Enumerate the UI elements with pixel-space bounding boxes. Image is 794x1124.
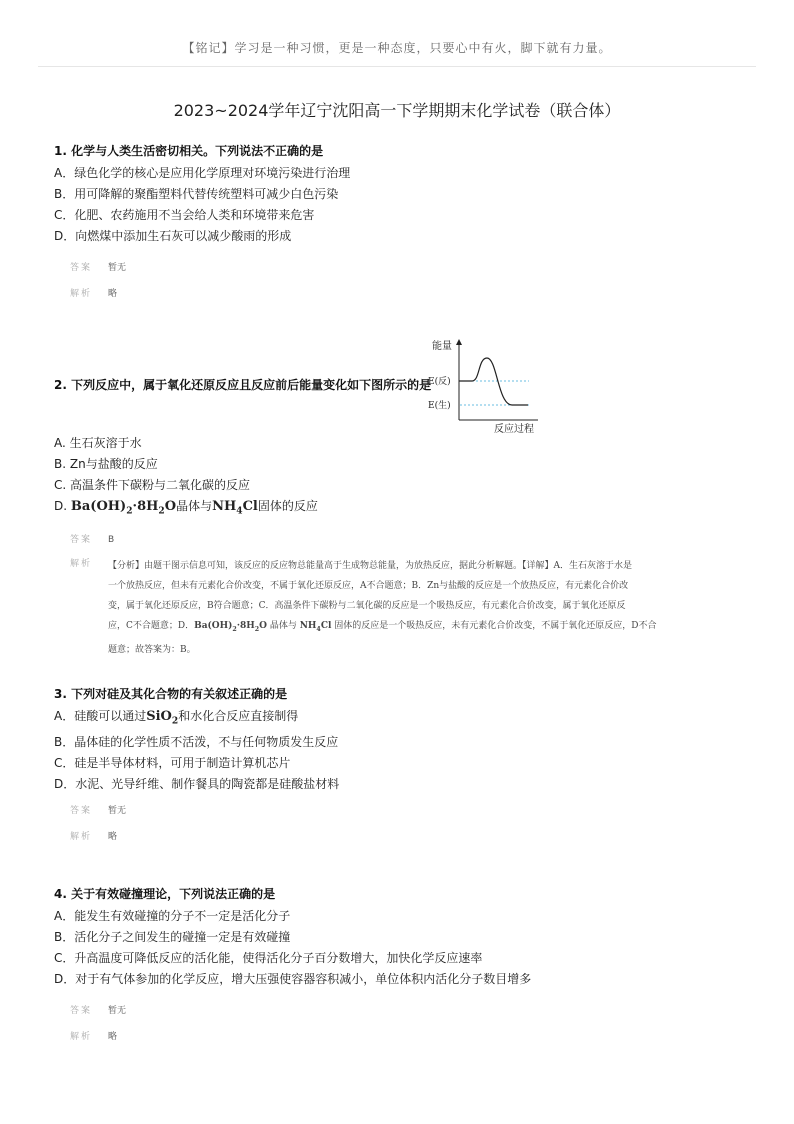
- option-d: [54, 496, 754, 522]
- question-3: [54, 686, 754, 795]
- analysis-label: 解析: [70, 289, 93, 299]
- answer-label: 答案: [70, 806, 93, 816]
- question-stem: 2. 下列反应中，属于氧化还原反应且反应前后能量变化如下图所示的是: [54, 378, 432, 392]
- header-divider: [38, 66, 756, 67]
- header-motto: 【铭记】学习是一种习惯，更是一种态度，只要心中有火，脚下就有力量。: [182, 41, 612, 55]
- analysis-label: 解析: [70, 1032, 93, 1042]
- answer-row: [70, 999, 126, 1024]
- analysis-row: [70, 282, 117, 307]
- option-c: C. 高温条件下碳粉与二氧化碳的反应: [54, 478, 251, 492]
- answer-value: 暂无: [108, 263, 127, 273]
- question-stem: 3. 下列对硅及其化合物的有关叙述正确的是: [54, 687, 288, 701]
- option-c: C．硅是半导体材料，可用于制造计算机芯片: [54, 755, 291, 770]
- answer-label: 答案: [70, 535, 93, 545]
- answer-value: B: [108, 535, 115, 545]
- option-b: B．晶体硅的化学性质不活泼，不与任何物质发生反应: [54, 734, 339, 749]
- answer-row: [70, 799, 126, 824]
- question-2: [54, 377, 754, 393]
- analysis-block: [70, 556, 730, 656]
- option-a: A. 生石灰溶于水: [54, 436, 142, 450]
- page-title: 2023~2024学年辽宁沈阳高一下学期期末化学试卷（联合体）: [173, 101, 621, 120]
- analysis-line: 应，C不合题意；D．$Ba(OH)_2\cdot 8H_2O$ 晶体与 $NH_4Cl$ 固体的反应是一个吸热反应，未有元素化合价改变，不属于氧化还原反应，D不合: [108, 621, 657, 633]
- option-d: D．水泥、光导纤维、制作餐具的陶瓷都是硅酸盐材料: [54, 776, 340, 791]
- energy-diagram: [428, 336, 548, 436]
- option-a: A．绿色化学的核心是应用化学原理对环境污染进行治理: [54, 166, 351, 180]
- answer-label: 答案: [70, 263, 93, 273]
- analysis-line: 一个放热反应，但未有元素化合价改变，不属于氧化还原反应，A不合题意；B．Zn与盐酸的反应是一个放热反应，有元素化合价改: [108, 581, 629, 591]
- formula-nh4cl: $NH_4Cl$: [212, 499, 258, 517]
- option-d-text: 晶体与: [176, 499, 213, 513]
- option-d: D．对于有气体参加的化学反应，增大压强使容器容积减小，单位体积内活化分子数目增多: [54, 972, 532, 986]
- analysis-line: 题意；故答案为：B。: [108, 644, 196, 655]
- x-axis-label: 反应过程: [494, 424, 534, 435]
- analysis-label: 解析: [70, 832, 93, 842]
- option-b: B. Zn与盐酸的反应: [54, 457, 158, 471]
- option-c: C．化肥、农药施用不当会给人类和环境带来危害: [54, 208, 315, 222]
- product-level-label: E(生): [428, 401, 451, 411]
- analysis-label: 解析: [70, 559, 93, 569]
- analysis-value: 略: [108, 832, 118, 842]
- option-b: B．活化分子之间发生的碰撞一定是有效碰撞: [54, 930, 291, 944]
- option-c: C．升高温度可降低反应的活化能，使得活化分子百分数增大，加快化学反应速率: [54, 951, 483, 965]
- question-stem: 4. 关于有效碰撞理论，下列说法正确的是: [54, 887, 276, 901]
- reactant-level-label: E(反): [428, 377, 451, 387]
- answer-row: [70, 528, 114, 553]
- analysis-line: 变，属于氧化还原反应，B符合题意；C．高温条件下碳粉与二氧化碳的反应是一个吸热反应，有元素化合价改变，属于氧化还原反: [108, 601, 626, 611]
- answer-row: [70, 256, 126, 281]
- analysis-value: 略: [108, 1032, 118, 1042]
- question-2-options: [54, 433, 754, 522]
- answer-value: 暂无: [108, 806, 127, 816]
- analysis-row: [70, 1025, 117, 1050]
- option-a: A．硅酸可以通过SiO$_2$和水化合反应直接制得: [54, 709, 299, 727]
- energy-curve: [459, 358, 528, 405]
- option-d-prefix: D.: [54, 499, 68, 513]
- formula-sio2: SiO$_2$: [146, 709, 179, 727]
- option-a: A．能发生有效碰撞的分子不一定是活化分子: [54, 909, 291, 923]
- question-stem: 1. 化学与人类生活密切相关。下列说法不正确的是: [54, 144, 324, 158]
- option-d-text-end: 固体的反应: [257, 499, 318, 513]
- question-1: [54, 143, 754, 247]
- answer-label: 答案: [70, 1006, 93, 1016]
- option-d: D．向燃煤中添加生石灰可以减少酸雨的形成: [54, 229, 292, 243]
- option-b: B．用可降解的聚酯塑料代替传统塑料可减少白色污染: [54, 187, 339, 201]
- analysis-line: 【分析】由题干图示信息可知，该反应的反应物总能量高于生成物总能量，为放热反应，据此分析解题。【详解】A．生石灰溶于水是: [108, 561, 633, 571]
- y-axis-label: 能量: [432, 341, 452, 352]
- analysis-text: [108, 556, 730, 660]
- analysis-value: 略: [108, 289, 118, 299]
- analysis-row: [70, 825, 117, 850]
- question-4: [54, 886, 754, 990]
- formula-baoh2: $Ba(OH)_2\cdot 8H_2O$: [70, 499, 177, 517]
- answer-value: 暂无: [108, 1006, 127, 1016]
